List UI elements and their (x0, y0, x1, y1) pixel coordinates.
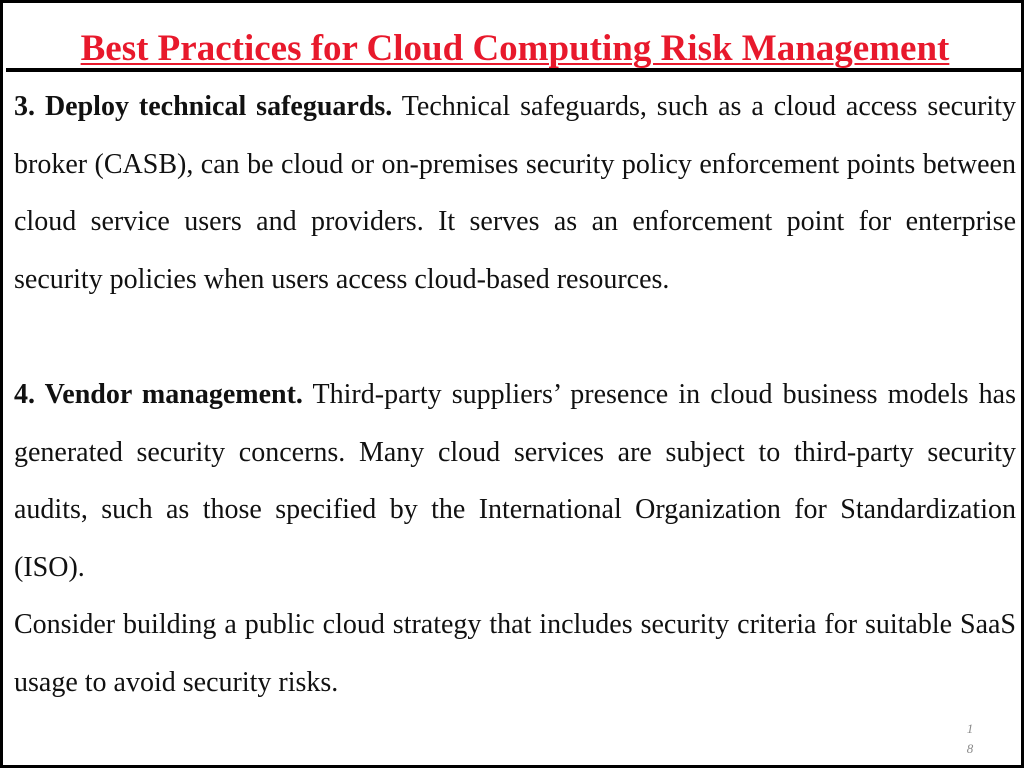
slide-body (14, 78, 1016, 712)
section-heading: 4. Vendor management. (14, 378, 303, 410)
section-vendor-management (14, 366, 1016, 596)
title-bar (6, 6, 1024, 72)
page-number (960, 719, 980, 759)
section-text: Technical safeguards, such as a cloud access security broker (CASB), can be cloud or on-premises security policy enforcement points between cloud service users and providers. It serves as an enforcement point for enterprise security policies when users access cloud-based resources. (14, 91, 1016, 295)
page-number-digit-1: 1 (966, 721, 974, 736)
section-spacer (14, 308, 1016, 366)
page-number-digit-2: 8 (966, 741, 974, 756)
section-text: Third-party suppliers’ presence in cloud business models has generated security concerns. Many cloud services are subject to third-party security audits, such as those specified by the International Organization for Standardization (ISO). (14, 378, 1016, 583)
section-heading: 3. Deploy technical safeguards. (14, 91, 393, 122)
closing-recommendation: Consider building a public cloud strategy that includes security criteria for suitable SaaS usage to avoid security risks. (14, 609, 1016, 698)
slide-title: Best Practices for Cloud Computing Risk Management (80, 28, 950, 69)
section-technical-safeguards (14, 78, 1016, 308)
